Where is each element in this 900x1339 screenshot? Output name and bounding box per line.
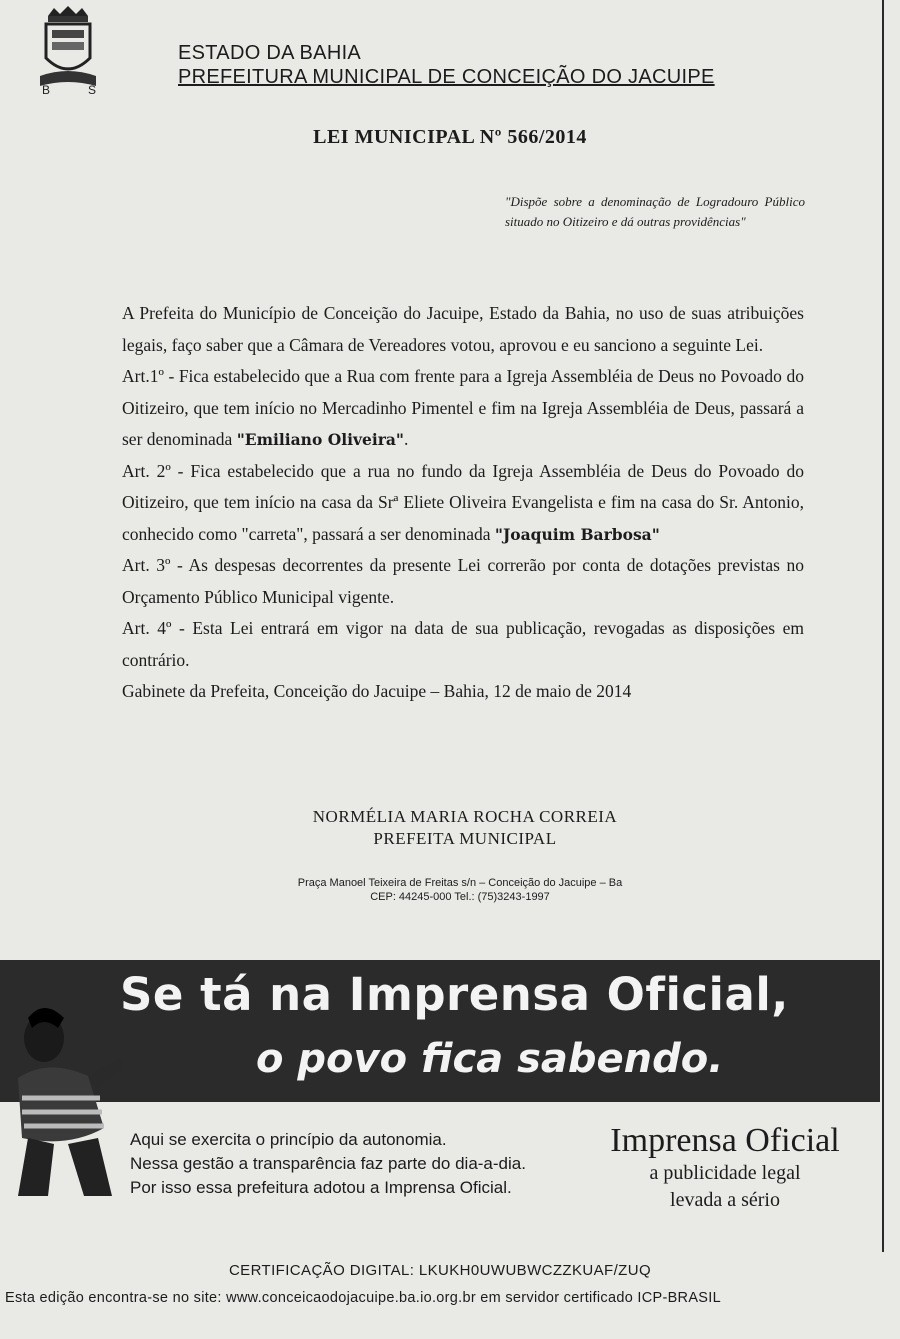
article-2 [122, 456, 804, 551]
law-ementa: "Dispõe sobre a denominação de Logradouro Público situado no Oitizeiro e dá outras providências" [505, 194, 805, 229]
person-illustration-icon [8, 988, 128, 1198]
closing-line: Gabinete da Prefeita, Conceição do Jacuipe – Bahia, 12 de maio de 2014 [122, 681, 632, 701]
preamble-paragraph: A Prefeita do Município de Conceição do Jacuipe, Estado da Bahia, no uso de suas atribuições legais, faço saber que a Câmara de Vereadores votou, aprovou e eu sanciono a seguinte Lei. [122, 303, 804, 355]
article-1-label: Art.1º [122, 366, 164, 386]
site-notice: Esta edição encontra-se no site: www.conceicaodojacuipe.ba.io.org.br em servidor certificado ICP-BRASIL [5, 1290, 721, 1306]
digital-certification: CERTIFICAÇÃO DIGITAL: LKUKH0UWUBWCZZKUAF/ZUQ [228, 1262, 652, 1279]
article-2-text: - Fica estabelecido que a rua no fundo da Igreja Assembléia de Deus do Povoado do Oitizeiro, que tem início na casa da Srª Eliete Oliveira Evangelista e fim na casa do Sr. Antonio, conhecido como "carreta", passará a ser denominada [122, 460, 804, 544]
municipality-header: PREFEITURA MUNICIPAL DE CONCEIÇÃO DO JACUIPE [178, 66, 715, 88]
article-4-label: Art. 4º [122, 618, 172, 638]
coat-of-arms-icon [38, 6, 98, 96]
article-3-text: - As despesas decorrentes da presente Lei correrão por conta de dotações previstas no Orçamento Público Municipal vigente. [122, 555, 804, 607]
article-3-label: Art. 3º [122, 555, 171, 575]
brand-name: Imprensa Oficial [610, 1122, 840, 1159]
svg-text:S: S [88, 83, 97, 96]
banner-headline: Se tá na Imprensa Oficial, [120, 968, 789, 1021]
banner-subheadline: o povo fica sabendo. [256, 1036, 724, 1082]
brand-tagline-2: levada a sério [670, 1189, 780, 1211]
slogan-line-3: Por isso essa prefeitura adotou a Imprensa Oficial. [130, 1178, 512, 1197]
law-body [122, 298, 804, 708]
state-header: ESTADO DA BAHIA [178, 42, 362, 64]
slogan-line-1: Aqui se exercita o princípio da autonomia. [130, 1130, 447, 1149]
banner-slogan [130, 1128, 526, 1200]
address-block [0, 876, 900, 904]
article-1-text: - Fica estabelecido que a Rua com frente para a Igreja Assembléia de Deus no Povoado do Oitizeiro, que tem início no Mercadinho Pimentel e fim na Igreja Assembléia de Deus, passará a ser denominada [122, 366, 804, 449]
brand-tagline-1: a publicidade legal [649, 1162, 801, 1184]
brand-block [590, 1122, 860, 1214]
contact-line: CEP: 44245-000 Tel.: (75)3243-1997 [370, 891, 550, 903]
law-title: LEI MUNICIPAL Nº 566/2014 [313, 126, 587, 148]
address-line: Praça Manoel Teixeira de Freitas s/n – Conceição do Jacuipe – Ba [297, 877, 623, 889]
article-4-text: - Esta Lei entrará em vigor na data de sua publicação, revogadas as disposições em contrário. [122, 618, 804, 670]
signature-role: PREFEITA MUNICIPAL [373, 829, 557, 848]
article-1-end: . [404, 429, 409, 449]
article-1 [122, 361, 804, 456]
article-2-street-name: "Joaquim Barbosa" [494, 524, 660, 544]
signature-block [0, 806, 900, 850]
slogan-line-2: Nessa gestão a transparência faz parte do dia-a-dia. [130, 1154, 526, 1173]
article-1-street-name: "Emiliano Oliveira" [236, 430, 405, 449]
article-4 [122, 613, 804, 676]
article-2-label: Art. 2º [122, 460, 171, 481]
signature-name: NORMÉLIA MARIA ROCHA CORREIA [312, 807, 618, 826]
svg-text:B: B [42, 83, 51, 96]
article-3 [122, 550, 804, 613]
